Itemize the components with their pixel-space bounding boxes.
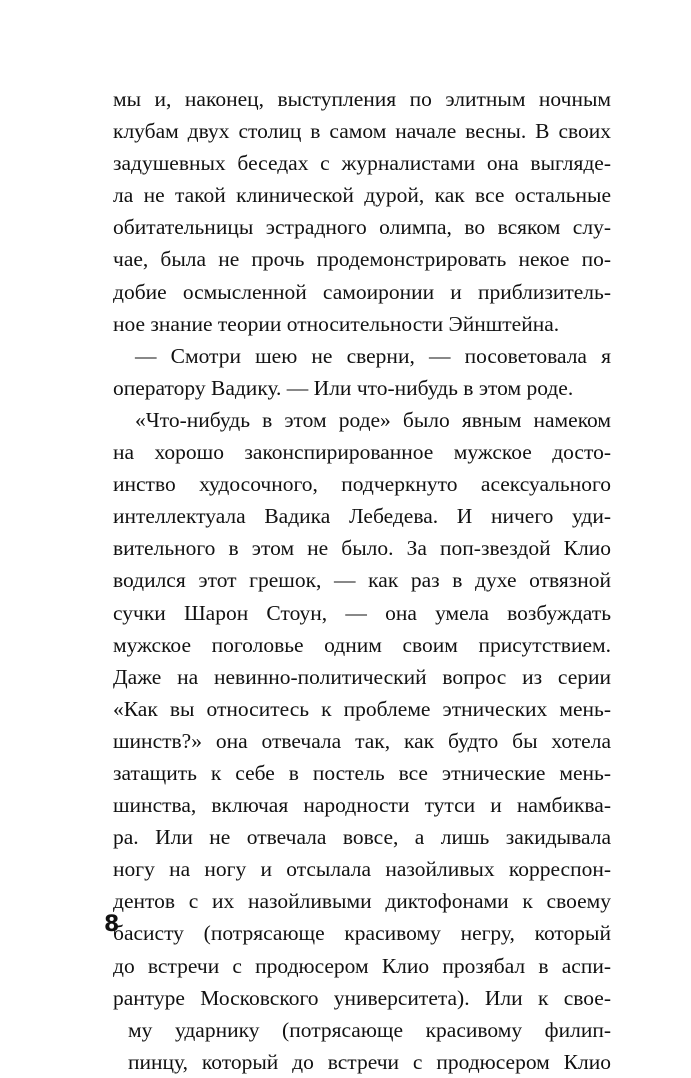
text-line: вительного в этом не было. За поп-звездой Клио: [113, 536, 611, 561]
text-line: ра. Или не отвечала вовсе, а лишь закидывала: [113, 825, 611, 850]
text-line: клубам двух столиц в самом начале весны. В своих: [113, 119, 611, 144]
text-line: ногу на ногу и отсылала назойливых корреспон-: [113, 857, 611, 882]
text-line: рантуре Московского университета). Или к свое-: [113, 985, 611, 1010]
text-line: — Смотри шею не сверни, — посоветовала я: [135, 343, 611, 368]
text-line: интеллектуала Вадика Лебедева. И ничего уди-: [113, 504, 611, 529]
text-line: «Что-нибудь в этом роде» было явным намеком: [135, 407, 611, 432]
text-line: ла не такой клинической дурой, как все остальные: [113, 183, 611, 208]
text-line: инство худосочного, подчеркнуто асексуального: [113, 472, 611, 497]
text-line: «Как вы относитесь к проблеме этнических мень-: [113, 696, 611, 721]
text-line: ное знание теории относительности Эйнштейна.: [113, 311, 560, 336]
text-line: до встречи с продюсером Клио прозябал в аспи-: [113, 953, 611, 978]
text-line: на хорошо законспирированное мужское досто-: [113, 440, 611, 465]
text-line: басисту (потрясающе красивому негру, который: [113, 921, 611, 946]
text-line: мы и, наконец, выступления по элитным ночным: [113, 87, 611, 111]
page-number: 8: [104, 912, 120, 937]
text-line: Даже на невинно-политический вопрос из серии: [113, 664, 611, 689]
text-line: задушевных беседах с журналистами она выгляде-: [113, 151, 611, 176]
text-line: оператору Вадику. — Или что-нибудь в этом роде.: [113, 375, 574, 400]
text-line: чае, была не прочь продемонстрировать некое по-: [113, 247, 611, 272]
text-line: затащить к себе в постель все этнические мень-: [113, 760, 611, 785]
text-line: шинств?» она отвечала так, как будто бы хотела: [113, 728, 611, 753]
text-line: обитательницы эстрадного олимпа, во всяком слу-: [113, 215, 611, 240]
text-line: му ударнику (потрясающе красивому филип-: [128, 1017, 611, 1042]
text-line: пинцу, который до встречи с продюсером Клио: [128, 1049, 611, 1074]
text-line: дентов с их назойливыми диктофонами к своему: [113, 889, 611, 914]
text-line: сучки Шарон Стоун, — она умела возбуждать: [113, 600, 611, 625]
body-text: [113, 83, 611, 1078]
text-line: шинства, включая народности тутси и намбиква-: [113, 793, 611, 818]
text-line: мужское поголовье одним своим присутствием.: [113, 632, 611, 657]
text-line: добие осмысленной самоиронии и приблизитель-: [113, 279, 611, 304]
text-line: водился этот грешок, — как раз в духе отвязной: [113, 568, 611, 593]
